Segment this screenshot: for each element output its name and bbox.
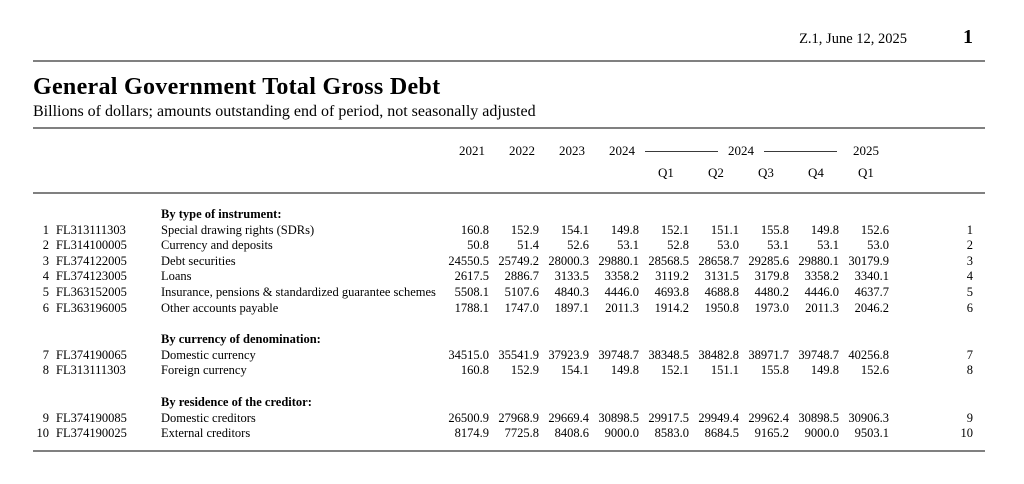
value-cell: 160.8 <box>460 222 489 237</box>
value-cell: 4693.8 <box>654 284 689 299</box>
row-number-left: 3 <box>42 253 49 268</box>
quarter-header-row <box>33 162 985 193</box>
value-cell: 39748.7 <box>598 347 639 362</box>
series-code: FL314100005 <box>56 238 127 253</box>
value-cell: 3119.2 <box>655 269 689 284</box>
row-number-left: 5 <box>42 284 49 299</box>
value-cell: 149.8 <box>810 363 839 378</box>
value-cell: 38971.7 <box>748 347 789 362</box>
value-cell: 4688.8 <box>704 284 739 299</box>
value-cell: 152.6 <box>860 363 889 378</box>
row-number-left: 6 <box>42 300 49 315</box>
value-cell: 152.9 <box>510 363 539 378</box>
value-cell: 25749.2 <box>498 253 539 268</box>
row-number-left: 1 <box>42 222 49 237</box>
series-code: FL374190025 <box>56 426 127 441</box>
debt-table <box>33 129 985 442</box>
value-cell: 8174.9 <box>454 426 489 441</box>
value-cell: 3131.5 <box>704 269 739 284</box>
value-cell: 152.1 <box>660 363 689 378</box>
row-number-left: 2 <box>42 238 49 253</box>
group-rule-right <box>764 151 837 152</box>
col-header-year: 2022 <box>509 143 535 158</box>
series-label: Foreign currency <box>161 363 247 378</box>
value-cell: 29880.1 <box>598 253 639 268</box>
section-heading: By type of instrument: <box>161 207 282 221</box>
value-cell: 29949.4 <box>698 410 739 425</box>
value-cell: 26500.9 <box>448 410 489 425</box>
value-cell: 155.8 <box>760 222 789 237</box>
row-number-right: 8 <box>966 363 973 378</box>
row-number-left: 7 <box>42 347 49 362</box>
value-cell: 30898.5 <box>798 410 839 425</box>
col-header-year: 2024 <box>609 143 635 158</box>
quarter-group-label: 2024 <box>728 143 754 158</box>
row-number-right: 1 <box>966 222 973 237</box>
row-number-left: 8 <box>42 363 49 378</box>
value-cell: 149.8 <box>610 222 639 237</box>
row-number-right: 2 <box>966 238 973 253</box>
section-heading: By currency of denomination: <box>161 332 321 347</box>
series-code: FL374123005 <box>56 269 127 284</box>
value-cell: 151.1 <box>710 222 739 237</box>
value-cell: 27968.9 <box>498 410 539 425</box>
row-number-right: 6 <box>966 300 973 315</box>
row-number-right: 3 <box>966 253 973 268</box>
value-cell: 152.1 <box>660 222 689 237</box>
value-cell: 4446.0 <box>604 284 639 299</box>
table-header <box>33 129 985 193</box>
series-label: Loans <box>161 269 192 284</box>
page-number: 1 <box>963 26 973 48</box>
value-cell: 50.8 <box>467 238 489 253</box>
bottom-rule <box>33 450 985 452</box>
col-header-quarter: Q3 <box>741 162 791 193</box>
series-code: FL374122005 <box>56 253 127 268</box>
value-cell: 4480.2 <box>754 284 789 299</box>
value-cell: 28568.5 <box>648 253 689 268</box>
value-cell: 53.0 <box>717 238 739 253</box>
value-cell: 2617.5 <box>454 269 489 284</box>
value-cell: 155.8 <box>760 363 789 378</box>
value-cell: 160.8 <box>460 363 489 378</box>
value-cell: 4637.7 <box>854 284 889 299</box>
page-header <box>33 0 985 48</box>
value-cell: 4840.3 <box>554 284 589 299</box>
value-cell: 38348.5 <box>648 347 689 362</box>
col-header-quarter: Q1 <box>641 162 691 193</box>
value-cell: 1897.1 <box>554 300 589 315</box>
value-cell: 1747.0 <box>504 300 539 315</box>
value-cell: 9503.1 <box>854 426 889 441</box>
value-cell: 9165.2 <box>754 426 789 441</box>
value-cell: 8408.6 <box>554 426 589 441</box>
value-cell: 53.1 <box>767 238 789 253</box>
quarter-group-header <box>641 129 841 162</box>
series-code: FL374190085 <box>56 410 127 425</box>
value-cell: 2011.3 <box>805 300 839 315</box>
series-label: Domestic currency <box>161 347 256 362</box>
value-cell: 3358.2 <box>804 269 839 284</box>
row-number-right: 5 <box>966 284 973 299</box>
page-content <box>33 0 985 452</box>
release-date: Z.1, June 12, 2025 <box>799 31 907 47</box>
value-cell: 30906.3 <box>848 410 889 425</box>
table-row <box>33 254 985 270</box>
series-label: External creditors <box>161 426 251 441</box>
row-number-left: 10 <box>36 426 49 441</box>
value-cell: 35541.9 <box>498 347 539 362</box>
value-cell: 30179.9 <box>848 253 889 268</box>
value-cell: 38482.8 <box>698 347 739 362</box>
row-number-right: 4 <box>966 269 973 284</box>
value-cell: 2886.7 <box>504 269 539 284</box>
col-header-quarter: Q1 <box>841 162 891 193</box>
row-number-right: 9 <box>966 410 973 425</box>
value-cell: 52.8 <box>667 238 689 253</box>
value-cell: 4446.0 <box>804 284 839 299</box>
table-row <box>33 301 985 317</box>
group-rule-left <box>645 151 718 152</box>
next-year-header <box>841 129 891 162</box>
value-cell: 53.1 <box>617 238 639 253</box>
value-cell: 3358.2 <box>604 269 639 284</box>
col-header-year: 2023 <box>559 143 585 158</box>
value-cell: 28000.3 <box>548 253 589 268</box>
value-cell: 40256.8 <box>848 347 889 362</box>
table-row <box>33 238 985 254</box>
value-cell: 5107.6 <box>504 284 539 299</box>
value-cell: 29962.4 <box>748 410 789 425</box>
value-cell: 51.4 <box>517 238 539 253</box>
page-subtitle: Billions of dollars; amounts outstanding end of period, not seasonally adjusted <box>33 103 536 120</box>
table-row <box>33 426 985 442</box>
table-row <box>33 348 985 364</box>
value-cell: 2011.3 <box>605 300 639 315</box>
value-cell: 151.1 <box>710 363 739 378</box>
row-number-right: 10 <box>960 426 973 441</box>
value-cell: 152.9 <box>510 222 539 237</box>
row-number-left: 9 <box>42 410 49 425</box>
value-cell: 2046.2 <box>854 300 889 315</box>
value-cell: 1914.2 <box>654 300 689 315</box>
value-cell: 24550.5 <box>448 253 489 268</box>
table-row <box>33 411 985 427</box>
value-cell: 29917.5 <box>648 410 689 425</box>
value-cell: 1950.8 <box>704 300 739 315</box>
table-row <box>33 223 985 239</box>
next-year-label: 2025 <box>853 143 879 158</box>
row-number-right: 7 <box>966 347 973 362</box>
top-rule <box>33 60 985 62</box>
series-label: Debt securities <box>161 253 236 268</box>
table-row <box>33 363 985 379</box>
col-header-quarter: Q2 <box>691 162 741 193</box>
series-label: Other accounts payable <box>161 300 279 315</box>
value-cell: 52.6 <box>567 238 589 253</box>
value-cell: 7725.8 <box>504 426 539 441</box>
value-cell: 149.8 <box>810 222 839 237</box>
table-row <box>33 269 985 285</box>
value-cell: 154.1 <box>560 222 589 237</box>
section-heading-row <box>33 193 985 223</box>
value-cell: 9000.0 <box>804 426 839 441</box>
series-label: Insurance, pensions & standardized guarantee schemes <box>161 284 436 299</box>
value-cell: 37923.9 <box>548 347 589 362</box>
value-cell: 34515.0 <box>448 347 489 362</box>
value-cell: 9000.0 <box>604 426 639 441</box>
col-header-quarter: Q4 <box>791 162 841 193</box>
value-cell: 28658.7 <box>698 253 739 268</box>
series-code: FL313111303 <box>56 363 126 378</box>
value-cell: 154.1 <box>560 363 589 378</box>
series-label: Domestic creditors <box>161 410 256 425</box>
series-label: Special drawing rights (SDRs) <box>161 222 315 237</box>
value-cell: 3133.5 <box>554 269 589 284</box>
value-cell: 1973.0 <box>754 300 789 315</box>
value-cell: 8583.0 <box>654 426 689 441</box>
series-code: FL313111303 <box>56 222 126 237</box>
section-heading-row <box>33 379 985 411</box>
series-code: FL363196005 <box>56 300 127 315</box>
value-cell: 29285.6 <box>748 253 789 268</box>
section-heading-row <box>33 316 985 348</box>
value-cell: 8684.5 <box>704 426 739 441</box>
series-label: Currency and deposits <box>161 238 273 253</box>
page-title: General Government Total Gross Debt <box>33 74 441 100</box>
value-cell: 29880.1 <box>798 253 839 268</box>
value-cell: 30898.5 <box>598 410 639 425</box>
series-code: FL374190065 <box>56 347 127 362</box>
table-body <box>33 193 985 442</box>
value-cell: 53.0 <box>867 238 889 253</box>
col-header-year: 2021 <box>459 143 485 158</box>
value-cell: 3340.1 <box>854 269 889 284</box>
value-cell: 5508.1 <box>454 284 489 299</box>
year-header-row <box>33 129 985 162</box>
section-heading: By residence of the creditor: <box>161 394 312 409</box>
value-cell: 152.6 <box>860 222 889 237</box>
value-cell: 3179.8 <box>754 269 789 284</box>
value-cell: 29669.4 <box>548 410 589 425</box>
value-cell: 53.1 <box>817 238 839 253</box>
row-number-left: 4 <box>42 269 49 284</box>
series-code: FL363152005 <box>56 284 127 299</box>
value-cell: 149.8 <box>610 363 639 378</box>
table-row <box>33 285 985 301</box>
value-cell: 39748.7 <box>798 347 839 362</box>
value-cell: 1788.1 <box>454 300 489 315</box>
